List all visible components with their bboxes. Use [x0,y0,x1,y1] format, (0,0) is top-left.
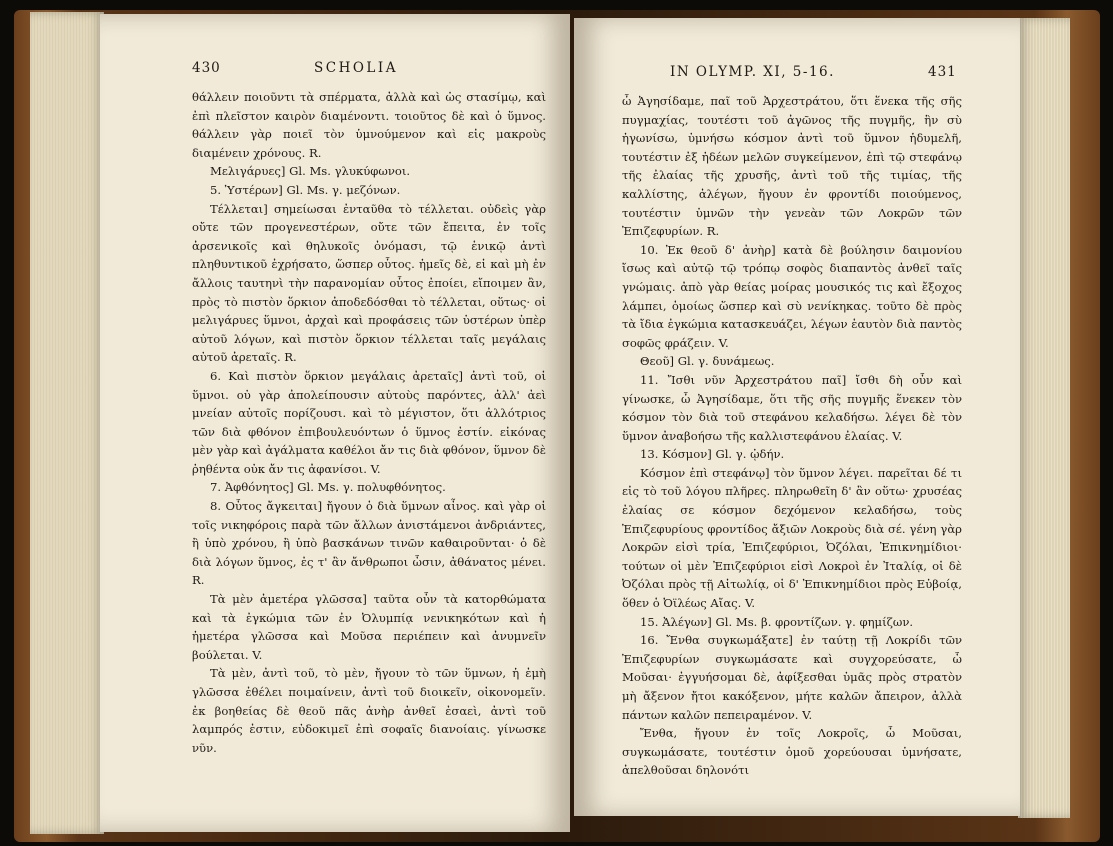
scholion-paragraph: Θεοῦ] Gl. γ. δυνάμεως. [640,354,775,369]
right-running-head: IN OLYMP. XI, 5-16. [670,64,835,80]
scholion-paragraph: Τὰ μὲν ἀμετέρα γλῶσσα] ταῦτα οὖν τὰ κατορθώματα καὶ τὰ ἐγκώμια τῶν ἐν Ὀλυμπίᾳ νενικηκότων καὶ ἡ ἡμετέρα γλῶσσα καὶ Μοῦσα περιέπειν καὶ ἀνυμνεῖν βούλεται. V. [192,592,546,662]
scholion-paragraph: 13. Κόσμον] Gl. γ. ᾠδήν. [640,447,785,462]
right-page-number: 431 [928,64,957,80]
right-body [622,92,962,780]
scholion-paragraph: Μελιγάρυες] Gl. Ms. γλυκύφωνοι. [210,164,411,179]
scholion-paragraph: Κόσμον ἐπὶ στεφάνῳ] τὸν ὕμνον λέγει. παρεῖται δέ τι εἰς τὸ τοῦ λόγου πλῆρες. πληρωθεῖη δ' ἂν οὕτω· χρυσέας ἐλαίας σε κόσμον δεχόμενον κελαδήσω, τοὺς Ἐπιζεφυρίους φροντίδος ἄξιῶν Λοκροὺς διὰ σέ. γένη γὰρ Λοκρῶν εἰσὶ τρία, Ἐπιζεφύριοι, Ὀζόλαι, Ἐπικνημίδιοι· τούτων οἱ μὲν Ἐπιζεφύριοι εἰσὶ Λοκροὶ ἐν Ἰταλίᾳ, οἱ δὲ Ὀζόλαι πρὸς τῇ Αἰτωλίᾳ, οἱ δ' Ἐπικνημίδιοι πρὸς Εὐβοίᾳ, ὅθεν ὁ Ὀϊλέως Αἴας. V. [622,465,962,611]
right-page [574,18,1020,816]
scholion-paragraph: 16. Ἔνθα συγκωμάξατε] ἐν ταύτῃ τῇ Λοκρίδι τῶν Ἐπιζεφυρίων συγκωμάσατε καὶ συγχορεύσατε, ὦ Μοῦσαι· ἐγγυήσομαι δὲ, ἀφίξεσθαι ὑμᾶς πρὸς στρατὸν μὴ ἄξενον ἤτοι κακόξενον, μήτε καλῶν ἄπειρον, ἀλλὰ πάντων καλῶν πεπειραμένον. V. [622,633,962,722]
scholion-paragraph: Τέλλεται] σημείωσαι ἐνταῦθα τὸ τέλλεται. οὐδεὶς γὰρ οὔτε τῶν προγενεστέρων, οὔτε τῶν ἔπειτα, ἐν τοῖς ἀρσενικοῖς καὶ θηλυκοῖς ὀνόμασι, τῷ ἑνικῷ ἀντὶ πληθυντικοῦ ἐχρήσατο, ὥσπερ οὗτος. ἡμεῖς δὲ, εἰ καὶ μὴ ἐν ἄλλοις ταυτηνὶ τὴν παρανομίαν οὗτος ἐποίει, εἴποιμεν ἂν, πρὸς τὸ πιστὸν ὅρκιον ἀποδεδόσθαι τὸ τέλλεται, οὕτως· οἱ μελιγάρυες ὕμνοι, ἀρχαὶ καὶ προφάσεις τῶν ὑστέρων ὑπὲρ αὐτοῦ λόγων, καὶ πιστὸν ὅρκιον τέλλεται ταῖς μεγάλαις αὐτοῦ ἀρεταῖς. R. [192,201,546,365]
scholion-paragraph: 11. Ἴσθι νῦν Ἀρχεστράτου παῖ] ἴσθι δὴ οὖν καὶ γίνωσκε, ὦ Ἀγησίδαμε, ὅτι τῆς σῆς πυγμῆς ἕνεκεν τὸν κόσμον τὸν διὰ τοῦ στεφάνου κελαδήσω. λέγει δὲ τὸν ὕμνον ἀναβοήσω τῆς καλλιστεφάνου ἐλαίας. V. [622,372,962,443]
left-page [100,14,570,832]
left-page-number: 430 [192,60,221,76]
left-page-edges [30,12,104,834]
right-page-edges [1018,18,1070,818]
scholion-paragraph: Ἔνθα, ἤγουν ἐν τοῖς Λοκροῖς, ὦ Μοῦσαι, συγκωμάσατε, τουτέστιν ὁμοῦ χορεύουσαι ὑμνήσατε, ἀπελθοῦσαι δηλονότι [622,726,962,778]
left-running-head: SCHOLIA [314,60,398,76]
scholion-paragraph: 6. Καὶ πιστὸν ὅρκιον μεγάλαις ἀρεταῖς] ἀντὶ τοῦ, οἱ ὕμνοι. οὐ γὰρ ἀπολείπουσιν αὐτοὺς παρόντες, ἀλλ' ἀεὶ μνείαν αὐτοῖς πορίζουσι. καὶ τὸ μέγιστον, ὅτι ἀλλότριος τῶν διὰ φθόνον ἐπιβουλευόντων ὁ ὕμνος ἐστίν. εἰκόνας μὲν γὰρ καὶ ἀγάλματα καθέλοι ἄν τις διὰ φθόνον, ὕμνον δὲ ῥηθέντα οὐκ ἄν τις ἀφανίσοι. V. [192,368,546,476]
scholion-paragraph: 8. Οὗτος ἄγκειται] ἤγουν ὁ διὰ ὕμνων αἶνος. καὶ γὰρ οἱ τοῖς νικηφόροις παρὰ τῶν ἄλλων ἀνιστάμενοι ἀνδριάντες, ἢ ὑπὸ χρόνου, ἢ ὑπὸ βασκάνων τινῶν καθαιροῦνται· ὁ δὲ διὰ λόγων ὕμνος, ἐς τ' ἂν ἄνθρωποι ὦσιν, ἀθάνατος μένει. R. [192,499,546,588]
scholion-paragraph: 7. Ἀφθόνητος] Gl. Ms. γ. πολυφθόνητος. [210,480,446,495]
scholion-paragraph: 5. Ὑστέρων] Gl. Ms. γ. μεζόνων. [210,182,401,197]
scholion-paragraph: θάλλειν ποιοῦντι τὰ σπέρματα, ἀλλὰ καὶ ὡς στασίμῳ, καὶ ἐπὶ πλεῖστον καιρὸν διαμένοντι. τοιοῦτος δὲ καὶ ὁ ὕμνος. θάλλειν γὰρ ποιεῖ τὸν ὑμνούμενον καὶ εἰς μακροὺς διαμένειν χρόνους. R. [192,90,546,160]
left-body [192,88,546,757]
scholion-paragraph: 15. Ἀλέγων] Gl. Ms. β. φροντίζων. γ. φημίζων. [640,614,914,629]
scholion-paragraph: Τὰ μὲν, ἀντὶ τοῦ, τὸ μὲν, ἤγουν τὸ τῶν ὕμνων, ἡ ἐμὴ γλῶσσα ἐθέλει ποιμαίνειν, ἀντὶ τοῦ διοικεῖν, οἰκονομεῖν. ἐκ βοηθείας δὲ θεοῦ πᾶς ἀνὴρ ἀνθεῖ ἐσαεὶ, ἀντὶ τοῦ λαμπρός ἐστιν, εὐδοκιμεῖ ἐπὶ σοφαῖς διανοίαις. γίνωσκε νῦν. [192,666,546,755]
scholion-paragraph: 10. Ἐκ θεοῦ δ' ἀνὴρ] κατὰ δὲ βούλησιν δαιμονίου ἴσως καὶ αὐτῷ τῷ τρόπῳ σοφὸς διαπαντὸς ἀνθεῖ ταῖς γνώμαις. ἀπὸ γὰρ θείας μοίρας μουσικός τις καὶ ἔξοχος λάμπει, ὁμοίως ὥσπερ καὶ σὺ νενίκηκας. τοῦτο δὲ πρὸς τὰ ἴδια ἐγκώμια κατασκευάζει, λέγων ἑαυτὸν διὰ παντὸς σοφῶς φράζειν. V. [622,242,962,350]
scholion-paragraph: ὦ Ἀγησίδαμε, παῖ τοῦ Ἀρχεστράτου, ὅτι ἕνεκα τῆς σῆς πυγμαχίας, τουτέστι τοῦ ἀγῶνος τῆς πυγμῆς, ἣν σὺ ἠγωνίσω, ὑμνήσω κόσμον ἀντὶ τοῦ ὕμνον ἡδυμελῆ, τουτέστιν ἐξ ἡδέων μελῶν συγκείμενον, ἐπὶ τῷ στεφάνῳ τῆς ἐλαίας τῆς χρυσῆς, ἀντὶ τοῦ τῆς τιμίας, τῆς καλλίστης, ἀλέγων, ἤγουν ἐν φροντίδι ποιούμενος, τουτέστιν ὑμνῶν τὴν γενεὰν τῶν Λοκρῶν τῶν Ἐπιζεφυρίων. R. [622,94,962,239]
